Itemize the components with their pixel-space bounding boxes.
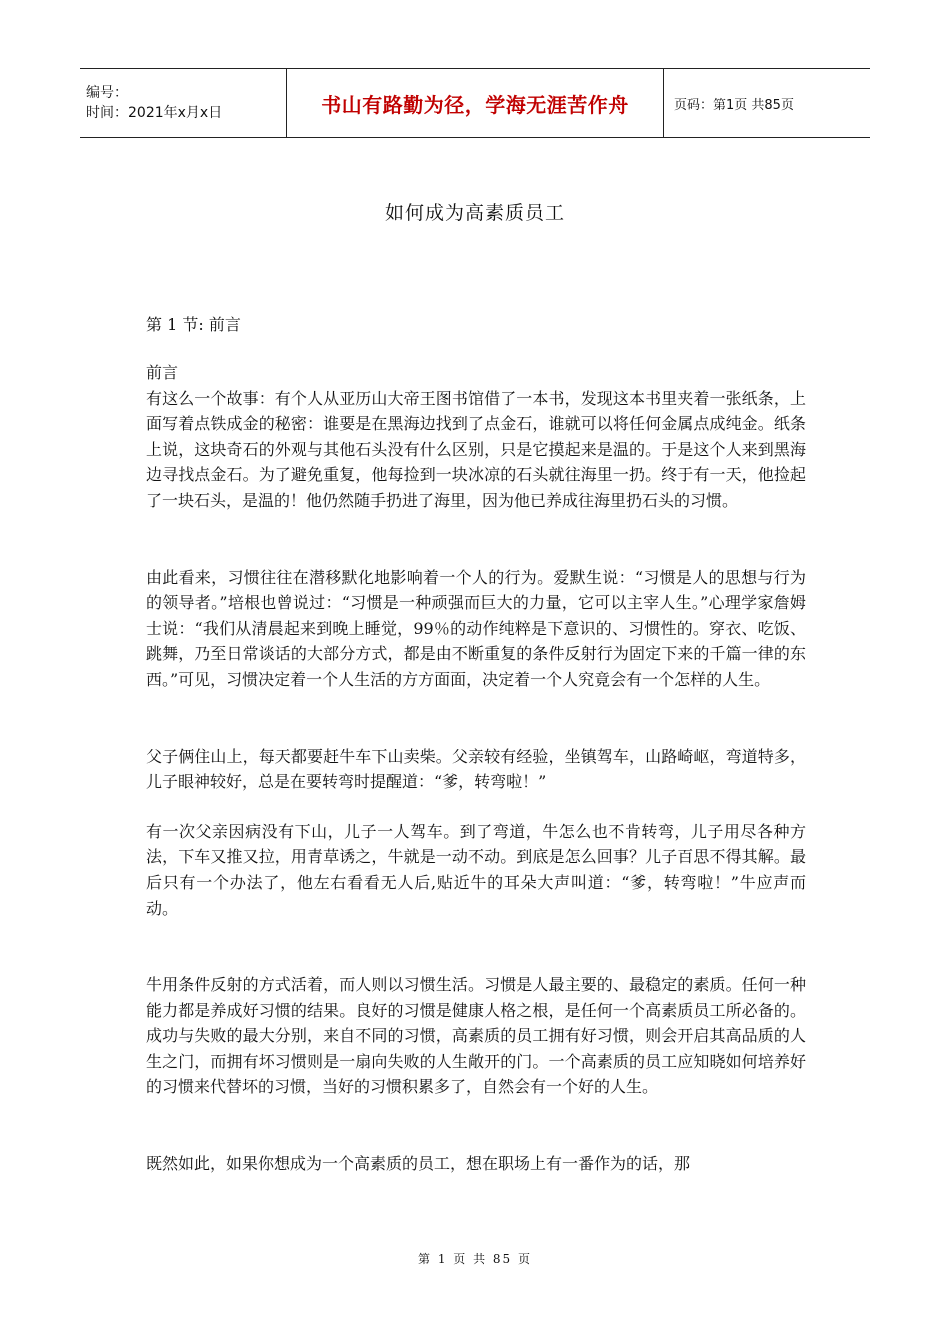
time-label: 时间：2021年x月x日 [86,105,223,121]
paragraph-1: 有这么一个故事：有个人从亚历山大帝王图书馆借了一本书，发现这本书里夹着一张纸条，上面写着点铁成金的秘密：谁要是在黑海边找到了点金石，谁就可以将任何金属点成纯金。纸条上说，这块奇石的外观与其他石头没有什么区别，只是它摸起来是温的。于是这个人来到黑海边寻找点金石。为了避免重复，他每捡到一块冰凉的石头就往海里一扔。终于有一天，他捡起了一块石头，是温的！他仍然随手扔进了海里，因为他已养成往海里扔石头的习惯。 [146,388,806,510]
paragraph-3: 父子俩住山上，每天都要赶牛车下山卖柴。父亲较有经验，坐镇驾车，山路崎岖，弯道特多，儿子眼神较好，总是在要转弯时提醒道：“爹，转弯啦！” [146,746,806,792]
number-label: 编号： [86,85,128,101]
header-motto-cell [287,69,664,137]
paragraph-5: 牛用条件反射的方式活着，而人则以习惯生活。习惯是人最主要的、最稳定的素质。任何一种能力都是养成好习惯的结果。良好的习惯是健康人格之根，是任何一个高素质员工所必备的。成功与失败的最大分别，来自不同的习惯，高素质的员工拥有好习惯，则会开启其高品质的人生之门，而拥有坏习惯则是一扇向失败的人生敞开的门。一个高素质的员工应知晓如何培养好的习惯来代替坏的习惯，当好的习惯积累多了，自然会有一个好的人生。 [146,975,806,1097]
paragraph-6: 既然如此，如果你想成为一个高素质的员工，想在职场上有一番作为的话，那 [146,1154,691,1174]
motto-text: 书山有路勤为径，学海无涯苦作舟 [321,92,629,117]
section-heading: 第 1 节: 前言 [146,315,241,334]
page-footer: 第 1 页 共 85 页 [418,1252,532,1266]
header-page-cell [664,69,870,137]
page-info: 页码：第1页 共85页 [674,97,794,113]
document-title: 如何成为高素质员工 [384,202,565,224]
intro-heading: 前言 [146,363,179,382]
paragraph-4: 有一次父亲因病没有下山，儿子一人驾车。到了弯道，牛怎么也不肯转弯，儿子用尽各种方法，下车又推又拉，用青草诱之，牛就是一动不动。到底是怎么回事？儿子百思不得其解。最后只有一个办法了，他左右看看无人后,贴近牛的耳朵大声叫道：“爹，转弯啦！”牛应声而动。 [146,821,806,918]
header-meta [80,69,287,137]
document-header [80,68,870,138]
document-body [146,360,806,1177]
paragraph-2: 由此看来，习惯往往在潜移默化地影响着一个人的行为。爱默生说：“习惯是人的思想与行为的领导者。”培根也曾说过：“习惯是一种顽强而巨大的力量，它可以主宰人生。”心理学家詹姆士说：“我们从清晨起来到晚上睡觉，99％的动作纯粹是下意识的、习惯性的。穿衣、吃饭、跳舞，乃至日常谈话的大部分方式，都是由不断重复的条件反射行为固定下来的千篇一律的东西。”可见，习惯决定着一个人生活的方方面面，决定着一个人究竟会有一个怎样的人生。 [146,567,806,689]
